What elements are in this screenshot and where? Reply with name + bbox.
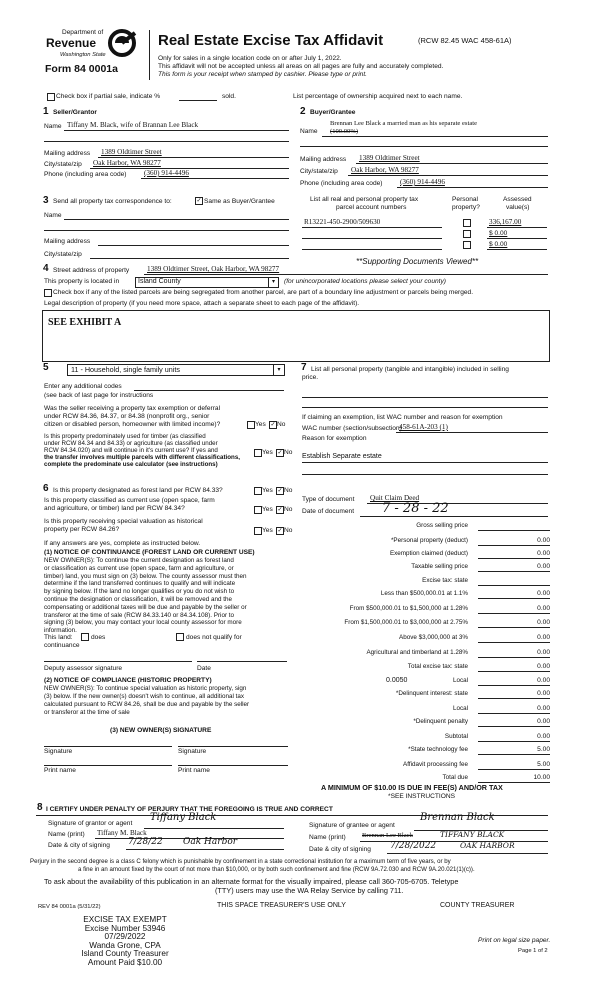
tax-row-value[interactable]: 0.00 xyxy=(537,563,550,570)
wac-field[interactable]: 458-61A-203 (1) xyxy=(399,423,448,431)
s6-q3-line2: property per RCW 84.26? xyxy=(44,526,120,533)
s6-q2-no-checkbox[interactable]: ✓ xyxy=(277,507,283,513)
assessed-value-2[interactable]: $ 0.00 xyxy=(489,230,508,237)
tax-row-value[interactable]: 10.00 xyxy=(533,774,550,781)
grantor-name-label: Name (print) xyxy=(48,831,85,838)
reason-label: Reason for exemption xyxy=(302,435,367,442)
county-select[interactable] xyxy=(135,277,279,288)
grantee-signature[interactable]: Brennan Black xyxy=(420,812,495,823)
header-sub1: Only for sales in a single location code on or after July 1, 2022. xyxy=(158,55,342,62)
form-rcw: (RCW 82.45 WAC 458-61A) xyxy=(418,36,512,45)
form-title: Real Estate Excise Tax Affidavit xyxy=(158,32,384,49)
stamp-line: Amount Paid $10.00 xyxy=(87,958,163,967)
section7-number: 7 xyxy=(301,362,307,373)
same-as-buyer-label: Same as Buyer/Grantee xyxy=(204,198,275,205)
parcel-number-1[interactable]: R13221-450-2900/509630 xyxy=(304,218,381,226)
certify-text: I CERTIFY UNDER PENALTY OF PERJURY THAT THE FOREGOING IS TRUE AND CORRECT xyxy=(46,806,333,813)
q2-line4: the transfer involves multiple parcels with different classifications, xyxy=(44,454,240,461)
tax-row-label: Taxable selling price xyxy=(411,563,468,570)
buyer-name-field[interactable]: Brennan Lee Black a married man as his separate estate xyxy=(330,120,478,127)
seller-name-field[interactable]: Tiffany M. Black, wife of Brannan Lee Black xyxy=(67,121,199,129)
tax-row-value[interactable]: 0.00 xyxy=(537,537,550,544)
n3-print-label-2: Print name xyxy=(178,767,210,774)
tax-row-value[interactable]: 0.00 xyxy=(537,590,550,597)
buyer-mailing-label: Mailing address xyxy=(300,156,347,163)
dor-logo-icon xyxy=(107,29,137,57)
legal-description-text: SEE EXHIBIT A xyxy=(48,317,122,328)
tax-row-label: Agricultural and timberland at 1.28% xyxy=(366,649,468,656)
tax-row-label: Less than $500,000.01 at 1.1% xyxy=(380,590,468,597)
section3-city-label: City/state/zip xyxy=(44,251,82,258)
s6-q3-no-checkbox[interactable]: ✓ xyxy=(277,528,283,534)
notice1-line: by signing below. If the land no longer qualifies or you do not wish to xyxy=(44,588,235,596)
tax-row-label: Total excise tax: state xyxy=(407,663,468,670)
q2-yes-checkbox[interactable] xyxy=(254,449,262,457)
notice1-line: information. xyxy=(44,627,77,635)
county-select-value: Island County xyxy=(138,278,181,285)
assessed-value-1[interactable]: 336,167.00 xyxy=(489,218,522,226)
q2-no-label: No xyxy=(284,449,293,456)
s6-q1: Is this property designated as forest land per RCW 84.33? xyxy=(53,487,223,494)
q2-no-checkbox[interactable]: ✓ xyxy=(277,450,283,456)
grantee-date-field[interactable]: 7/28/2022 xyxy=(390,841,437,851)
s6-q3-no-label: No xyxy=(284,527,293,534)
parcels-col1: List all real and personal property tax xyxy=(310,196,419,203)
tax-row-label: Excise tax: state xyxy=(422,577,468,584)
s6-q2-no-label: No xyxy=(284,506,293,513)
buyer-name-pct: (100.00%) xyxy=(330,128,359,135)
stamp-line: 07/29/2022 xyxy=(104,932,146,942)
seller-name-label: Name xyxy=(44,123,62,130)
codes-label-2: (see back of last page for instructions xyxy=(44,392,154,399)
ownership-note: List percentage of ownership acquired next to each name. xyxy=(293,93,463,100)
tax-row-value[interactable]: 0.00 xyxy=(537,605,550,612)
personal-property-checkbox-1[interactable] xyxy=(463,219,471,227)
tax-row-label: Exemption claimed (deduct) xyxy=(389,550,468,557)
grantor-signature[interactable]: Tiffany Black xyxy=(150,812,217,823)
tax-row-label: Above $3,000,000 at 3% xyxy=(399,634,468,641)
notice1-line: timber) land, you must sign on (3) below. The county assessor must then xyxy=(44,572,247,580)
county-treasurer: COUNTY TREASURER xyxy=(440,902,515,909)
tax-row-label: Local xyxy=(452,705,468,712)
q1-line2: under RCW 84.36, 84.37, or 84.38 (nonprofit org., senior xyxy=(44,413,210,420)
notice1-line: transferor at the time of sale (RCW 84.33.140 or 84.34.108). Prior to xyxy=(44,611,235,619)
parcels-col3b: value(s) xyxy=(506,204,530,211)
stamp-line: Excise Number 53946 xyxy=(84,923,166,933)
q2-line3: RCW 84.34.020) and will continue in it's current use? If yes and xyxy=(44,447,218,454)
section3-label: Send all property tax correspondence to: xyxy=(53,198,172,205)
segregated-checkbox[interactable] xyxy=(44,289,52,297)
grantee-name-label: Name (print) xyxy=(309,834,346,841)
street-address-field[interactable]: 1389 Oldtimer Street, Oak Harbor, WA 98277 xyxy=(147,265,280,273)
local-rate: 0.0050 xyxy=(386,677,408,684)
tax-row-label: *Delinquent interest: state xyxy=(395,690,468,697)
access-line2: (TTY) users may use the WA Relay Service by calling 711. xyxy=(215,886,404,895)
parcels-col1b: parcel account numbers xyxy=(336,204,407,211)
notice3-heading: (3) NEW OWNER(S) SIGNATURE xyxy=(110,727,212,734)
wac-label: WAC number (section/subsection) xyxy=(302,425,402,432)
tax-row-label: From $500,000.01 to $1,500,000 at 1.28% xyxy=(349,605,468,612)
section3-name-label: Name xyxy=(44,212,62,219)
buyer-mailing-field[interactable]: 1389 Oldtimer Street xyxy=(359,154,420,162)
use-code-select[interactable] xyxy=(67,364,285,376)
q2-line5: complete the predominate use calculator (see instructions) xyxy=(44,461,218,468)
same-as-buyer-checkbox[interactable]: ✓ xyxy=(196,198,202,204)
q1-no-label: No xyxy=(277,421,286,428)
tax-row-value[interactable]: 0.00 xyxy=(537,634,550,641)
buyer-phone-field[interactable]: (360) 914-4496 xyxy=(400,178,445,186)
q1-no-checkbox[interactable]: ✓ xyxy=(270,422,276,428)
section4-label: Street address of property xyxy=(53,267,130,274)
buyer-heading: Buyer/Grantee xyxy=(310,109,356,116)
grantor-sig-label: Signature of grantor or agent xyxy=(48,820,133,827)
q1-yes-label: Yes xyxy=(255,421,266,428)
tax-row-value[interactable]: 0.00 xyxy=(537,619,550,626)
q1-line3: citizen or disabled person, homeowner with limited income)? xyxy=(44,421,221,428)
s6-q1-yes-checkbox[interactable] xyxy=(254,487,262,495)
dept-line2: Revenue xyxy=(46,36,97,50)
use-code-value: 11 - Household, single family units xyxy=(71,365,180,374)
q2-line1: Is this property predominately used for timber (as classified xyxy=(44,433,206,440)
tax-row-label: From $1,500,000.01 to $3,000,000 at 2.75% xyxy=(344,619,468,626)
buyer-phone-label: Phone (including area code) xyxy=(300,180,383,187)
personal-property-checkbox-3[interactable] xyxy=(463,241,471,249)
s6-q3-yes-label: Yes xyxy=(262,527,273,534)
deputy-date-label: Date xyxy=(197,665,211,672)
assessed-value-3[interactable]: $ 0.00 xyxy=(489,241,508,248)
notice2-line: NEW OWNER(S): To continue special valuation as historic property, sign xyxy=(44,685,247,692)
tax-row-value[interactable]: 0.00 xyxy=(537,663,550,670)
rev-number: REV 84 0001a (5/31/22) xyxy=(38,904,101,910)
minimum-note: A MINIMUM OF $10.00 IS DUE IN FEE(S) AND/OR TAX xyxy=(321,783,503,792)
tax-row-label: Local xyxy=(452,677,468,684)
deputy-sig-label: Deputy assessor signature xyxy=(44,665,123,672)
tax-row-value[interactable]: 0.00 xyxy=(537,677,550,684)
seller-phone-field[interactable]: (360) 914-4496 xyxy=(144,169,189,177)
grantor-name-field[interactable]: Tiffany M. Black xyxy=(97,829,147,837)
tax-row-label: *Personal property (deduct) xyxy=(390,537,468,544)
access-line1: To ask about the availability of this publication in an alternate format for the visually impaired, please call 360-705-6705. Teletype xyxy=(44,877,459,886)
section7-label: List all personal property (tangible and intangible) included in selling xyxy=(311,366,509,373)
grantor-date-field[interactable]: 7/28/22 xyxy=(128,837,163,847)
legal-description-label: Legal description of property (if you need more space, attach a separate sheet to each page of the affidavit). xyxy=(44,300,360,307)
notice2-line: (3) below. If the new owner(s) doesn't wish to continue, all additional tax xyxy=(44,693,245,700)
notice2-line: calculated pursuant to RCW 84.26, shall be due and payable by the seller xyxy=(44,701,250,708)
stamp-line: EXCISE TAX EXEMPT xyxy=(83,915,167,924)
q2-yes-label: Yes xyxy=(262,449,273,456)
tax-row-value[interactable]: 0.00 xyxy=(537,705,550,712)
buyer-city-label: City/state/zip xyxy=(300,168,338,175)
form-number: Form 84 0001a xyxy=(45,63,118,75)
seller-city-field[interactable]: Oak Harbor, WA 98277 xyxy=(93,159,161,167)
n3-sig-label-1: Signature xyxy=(44,748,73,755)
seller-heading: Seller/Grantor xyxy=(53,109,97,116)
perjury-line1: Perjury in the second degree is a class C felony which is punishable by confinement in a state correctional institution for a maximum term of five years, or by xyxy=(30,858,451,865)
does-label: does xyxy=(91,634,106,641)
grantor-date-label: Date & city of signing xyxy=(48,842,110,849)
perjury-line2: a fine in an amount fixed by the court of not more than $10,000, or by both such confinement and fine (RCW 9A.72.030 and RCW 9A.20.021(1)(c)). xyxy=(78,866,475,873)
buyer-number: 2 xyxy=(300,106,306,117)
notice1-line: compensating or additional taxes will be due and payable by the seller or xyxy=(44,603,247,611)
doc-date-label: Date of document xyxy=(302,508,355,515)
parcels-col3: Assessed xyxy=(503,196,532,203)
legal-paper-note: Print on legal size paper. xyxy=(478,937,551,944)
codes-label-1: Enter any additional codes xyxy=(44,383,122,390)
partial-sale-checkbox[interactable] xyxy=(47,93,55,101)
notice1-line: or classification as current use (open space, farm and agriculture, or xyxy=(44,564,234,572)
tax-row-label: Affidavit processing fee xyxy=(403,761,468,768)
does-not-label: does not qualify for xyxy=(186,634,242,641)
seller-city-label: City/state/zip xyxy=(44,161,82,168)
header-sub2: This affidavit will not be accepted unless all areas on all pages are fully and accurately completed. xyxy=(158,63,444,70)
exempt-label: If claiming an exemption, list WAC number and reason for exemption xyxy=(302,414,503,421)
page-number: Page 1 of 2 xyxy=(518,948,548,954)
parcels-col2: Personal xyxy=(452,196,479,203)
tax-row-value[interactable]: 5.00 xyxy=(537,746,550,753)
seller-mailing-label: Mailing address xyxy=(44,150,91,157)
tax-row-value[interactable]: 5.00 xyxy=(537,761,550,768)
seller-mailing-field[interactable]: 1389 Oldtimer Street xyxy=(101,148,162,156)
s6-q1-yes-label: Yes xyxy=(262,487,273,494)
q1-yes-checkbox[interactable] xyxy=(247,421,255,429)
section3-mailing-label: Mailing address xyxy=(44,238,91,245)
located-note: (for unincorporated locations please select your county) xyxy=(284,278,447,285)
notice1-line: continue the designation or classification, it will be removed and the xyxy=(44,596,232,603)
partial-sale-label: Check box if partial sale, indicate % xyxy=(56,93,161,100)
seller-number: 1 xyxy=(43,106,49,117)
tax-row-value[interactable]: 0.00 xyxy=(537,550,550,557)
tax-row-label: *State technology fee xyxy=(408,746,468,753)
doc-date-field[interactable]: 7 - 28 - 22 xyxy=(382,501,449,516)
seller-phone-label: Phone (including area code) xyxy=(44,171,127,178)
section6-number: 6 xyxy=(43,483,49,494)
stamp-line: Wanda Grone, CPA xyxy=(89,940,161,950)
reason-field[interactable]: Establish Separate estate xyxy=(302,453,382,460)
tax-row-label: Subtotal xyxy=(444,733,468,740)
tax-row-value[interactable]: 0.00 xyxy=(537,733,550,740)
s6-q2-yes-checkbox[interactable] xyxy=(254,506,262,514)
dept-line1: Department of xyxy=(62,29,104,36)
s6-q2-line1: Is this property classified as current use (open space, farm xyxy=(44,497,215,504)
grantor-city-field[interactable]: Oak Harbor xyxy=(183,837,238,847)
tax-row-label: Total due xyxy=(442,774,468,781)
section3-number: 3 xyxy=(43,195,49,206)
notice1-line: signing (3) below, you may contact your local county assessor for more xyxy=(44,619,242,627)
section4-number: 4 xyxy=(43,263,49,274)
q1-line1: Was the seller receiving a property tax exemption or deferral xyxy=(44,405,221,412)
buyer-name-label: Name xyxy=(300,128,318,135)
notice1-line: determine if the land transferred continues to qualify and will indicate xyxy=(44,580,236,588)
s6-answers: If any answers are yes, complete as instructed below. xyxy=(44,540,201,547)
this-land-label: This land: xyxy=(44,634,73,641)
section5-number: 5 xyxy=(43,362,49,373)
grantee-name-struck: Brennan Lee Black xyxy=(362,832,413,839)
grantee-city-field[interactable]: OAK HARBOR xyxy=(460,841,515,850)
located-label: This property is located in xyxy=(44,278,120,285)
notice1-heading: (1) NOTICE OF CONTINUANCE (FOREST LAND OR CURRENT USE) xyxy=(44,549,255,556)
partial-sale-sold: sold. xyxy=(222,93,236,100)
tax-row-value[interactable]: 0.00 xyxy=(537,690,550,697)
continuance-label: continuance xyxy=(44,642,80,649)
chevron-down-icon: ▾ xyxy=(273,365,284,375)
buyer-city-field[interactable]: Oak Harbor, WA 98277 xyxy=(351,166,419,174)
s6-q1-no-label: No xyxy=(284,487,293,494)
treasurer-use: THIS SPACE TREASURER'S USE ONLY xyxy=(217,902,346,909)
stamp-line: Island County Treasurer xyxy=(81,949,169,959)
personal-property-checkbox-2[interactable] xyxy=(463,230,471,238)
header-sub3: This form is your receipt when stamped by cashier. Please type or print. xyxy=(158,71,368,78)
notice2-line: or transferor at the time of sale xyxy=(44,709,130,716)
tax-row-value[interactable]: 0.00 xyxy=(537,649,550,656)
s6-q2-yes-label: Yes xyxy=(262,506,273,513)
doc-type-label: Type of document xyxy=(302,496,355,503)
tax-row-value[interactable]: 0.00 xyxy=(537,718,550,725)
parcels-col2b: property? xyxy=(452,204,480,211)
section7-label2: price. xyxy=(302,374,319,381)
legal-description-box[interactable] xyxy=(42,310,550,362)
see-instructions: *SEE INSTRUCTIONS xyxy=(388,793,456,800)
s6-q2-line2: and agriculture, or timber) land per RCW 84.34? xyxy=(44,505,185,512)
segregated-label: Check box if any of the listed parcels are being segregated from another parcel, are part of a boundary line adjustment or parcels being merged. xyxy=(53,289,474,296)
grantee-name-field[interactable]: TIFFANY BLACK xyxy=(440,830,505,839)
notice1-line: NEW OWNER(S): To continue the current designation as forest land xyxy=(44,557,234,564)
doc-type-field[interactable]: Quit Claim Deed xyxy=(370,494,420,502)
grantee-sig-label: Signature of grantee or agent xyxy=(309,822,395,829)
q2-line2: under RCW 84.34 and 84.33) or agriculture (as classified under xyxy=(44,440,218,447)
section8-number: 8 xyxy=(37,802,43,813)
grantee-date-label: Date & city of signing xyxy=(309,846,371,853)
s6-q3-line1: Is this property receiving special valuation as historical xyxy=(44,518,203,525)
supporting-docs-note: **Supporting Documents Viewed** xyxy=(356,257,479,266)
tax-row-label: *Delinquent penalty xyxy=(413,718,468,725)
n3-sig-label-2: Signature xyxy=(178,748,207,755)
dept-line3: Washington State xyxy=(60,52,106,58)
notice2-heading: (2) NOTICE OF COMPLIANCE (HISTORIC PROPERTY) xyxy=(44,677,212,684)
tax-row-label: Gross selling price xyxy=(416,522,468,529)
chevron-down-icon: ▾ xyxy=(268,278,278,287)
s6-q1-no-checkbox[interactable]: ✓ xyxy=(277,488,283,494)
n3-print-label-1: Print name xyxy=(44,767,76,774)
